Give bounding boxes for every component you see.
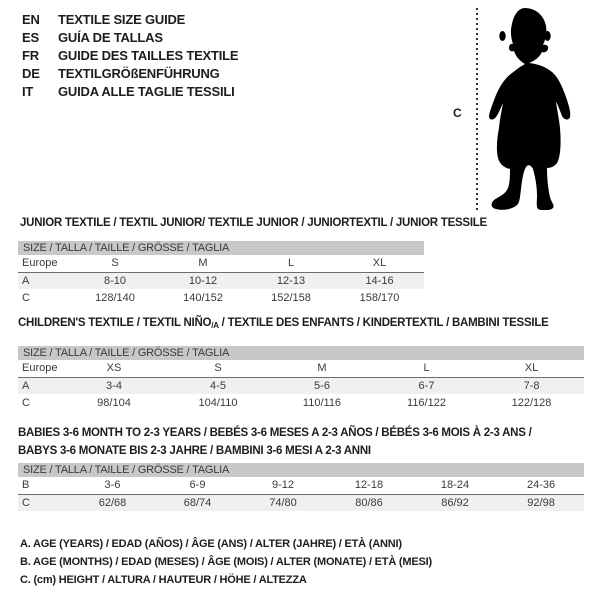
footnote-b: B. AGE (MONTHS) / EDAD (MESES) / ÂGE (MOIS) / ALTER (MONATE) / ETÀ (MESI) [20,556,432,568]
junior-section-title: JUNIOR TEXTILE / TEXTIL JUNIOR/ TEXTILE JUNIOR / JUNIORTEXTIL / JUNIOR TESSILE [20,217,487,229]
size-header-bar: SIZE / TALLA / TAILLE / GRÖSSE / TAGLIA [18,463,584,477]
size-cell: M [159,255,247,272]
size-cell: 62/68 [70,494,155,511]
guide-title-it: GUIDA ALLE TAGLIE TESSILI [58,84,235,99]
size-cell: L [374,360,479,377]
size-cell: 80/86 [326,494,412,511]
children-title-part: / TEXTILE DES ENFANTS / KINDERTEXTIL / BAMBINI TESSILE [218,317,549,329]
size-cell: 6-9 [155,477,240,494]
size-cell: 128/140 [95,291,135,304]
language-code: ES [22,30,39,45]
size-cell: 9-12 [240,477,326,494]
language-row [22,47,238,65]
table-row [18,477,584,494]
footnote-c: C. (cm) HEIGHT / ALTURA / HAUTEUR / HÖHE / ALTEZZA [20,574,307,586]
table-row [18,255,424,272]
children-section-title [18,317,549,329]
size-cell: 10-12 [159,272,247,289]
children-title-part: CHILDREN'S TEXTILE / TEXTIL NIÑO [18,317,212,329]
size-cell: 4-5 [166,377,270,394]
guide-title-en: TEXTILE SIZE GUIDE [58,12,186,27]
language-row [22,83,238,101]
size-cell: 12-18 [326,477,412,494]
row-label-cell: Europe [18,360,62,377]
size-cell: 7-8 [479,377,584,394]
size-cell: 3-6 [70,477,155,494]
size-cell: S [166,360,270,377]
size-cell: 98/104 [97,396,131,409]
babies-size-table [18,463,584,511]
language-code: FR [22,48,39,63]
size-cell: 14-16 [335,272,424,289]
size-header-bar: SIZE / TALLA / TAILLE / GRÖSSE / TAGLIA [18,346,584,360]
size-cell: 116/122 [407,396,446,409]
size-cell: 104/110 [198,396,238,409]
junior-size-table [18,241,424,306]
size-cell: XS [62,360,166,377]
size-cell: 74/80 [240,494,326,511]
size-cell: 5-6 [270,377,374,394]
table-row [18,377,584,394]
size-cell: 8-10 [71,272,159,289]
size-cell: XL [479,360,584,377]
size-cell: 152/158 [271,291,311,304]
size-cell: 6-7 [374,377,479,394]
size-cell: 110/116 [302,396,342,409]
size-cell: 140/152 [183,291,223,304]
guide-title-fr: GUIDE DES TAILLES TEXTILE [58,48,239,63]
height-measure-dotted-line [476,8,478,210]
toddler-silhouette [487,6,579,210]
size-cell: XL [335,255,424,272]
language-row [22,29,238,47]
language-code: DE [22,66,40,81]
babies-section-title [18,424,532,460]
size-cell: 3-4 [62,377,166,394]
children-title-subscript: /A [211,321,219,330]
table-row [18,289,424,306]
height-marker-label: C [453,106,462,120]
language-guide-heading [22,11,238,101]
size-cell: 86/92 [412,494,498,511]
row-label-cell: C [18,494,70,511]
size-cell: 68/74 [155,494,240,511]
guide-title-es: GUÍA DE TALLAS [58,30,163,45]
size-cell: 24-36 [498,477,584,494]
babies-title-line1: BABIES 3-6 MONTH TO 2-3 YEARS / BEBÉS 3-6 MESES A 2-3 AÑOS / BÉBÉS 3-6 MOIS À 2-3 ANS / [18,427,532,439]
language-row [22,11,238,29]
footnotes-legend [20,535,432,589]
size-header-bar: SIZE / TALLA / TAILLE / GRÖSSE / TAGLIA [18,241,424,255]
size-cell: 18-24 [412,477,498,494]
height-figure [450,4,598,216]
row-label-cell: C [22,291,30,304]
size-cell: M [270,360,374,377]
language-code: EN [22,12,40,27]
size-cell: 92/98 [498,494,584,511]
size-cell: L [247,255,335,272]
table-row [18,360,584,377]
table-row [18,272,424,289]
table-row [18,494,584,511]
size-cell: 122/128 [511,396,552,409]
language-code: IT [22,84,34,99]
children-size-table [18,346,584,411]
row-label-cell: A [18,377,62,394]
size-cell: S [71,255,159,272]
language-row [22,65,238,83]
row-label-cell: A [18,272,71,289]
size-cell: 12-13 [247,272,335,289]
row-label-cell: Europe [18,255,71,272]
row-label-cell: C [22,396,30,409]
row-label-cell: B [18,477,70,494]
table-row [18,394,584,411]
guide-title-de: TEXTILGRÖßENFÜHRUNG [58,66,220,81]
babies-title-line2: BABYS 3-6 MONATE BIS 2-3 JAHRE / BAMBINI 3-6 MESI A 2-3 ANNI [18,445,371,457]
footnote-a: A. AGE (YEARS) / EDAD (AÑOS) / ÂGE (ANS) / ALTER (JAHRE) / ETÀ (ANNI) [20,538,402,550]
size-cell: 158/170 [359,291,400,304]
